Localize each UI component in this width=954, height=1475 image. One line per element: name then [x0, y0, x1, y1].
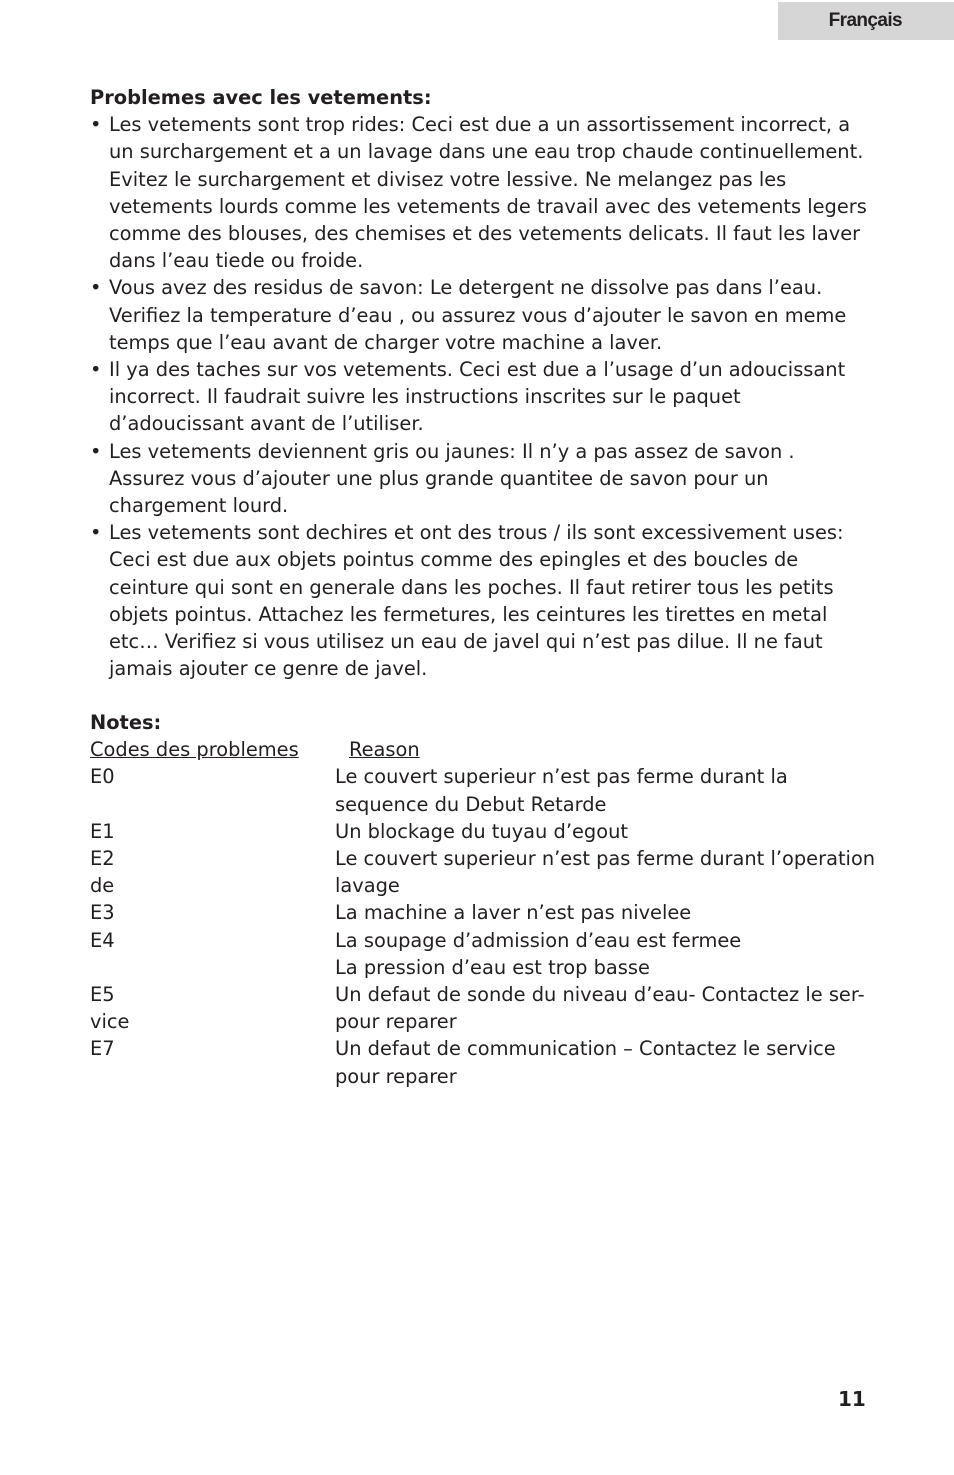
list-item: • Les vetements sont trop rides: Ceci est due a un assortissement incorrect, a un surchargement et a un lavage dans une eau trop chaude continuellement. Evitez le surchargement et divisez votre lessive. Ne melangez pas les vetements lourds comme les vetements de travail avec des vetements legers comme des blouses, des chemises et des vetements delicats. Il faut les laver dans l’eau tiede ou froide. — [90, 111, 870, 274]
table-row — [90, 981, 880, 1008]
error-reason: Le couvert superieur n’est pas ferme durant l’operation — [335, 847, 876, 870]
error-reason: pour reparer — [335, 1010, 457, 1034]
error-reason: Un defaut de sonde du niveau d’eau- Contactez le ser- — [335, 983, 865, 1007]
table-row — [90, 927, 880, 954]
list-item: • Les vetements sont dechires et ont des trous / ils sont excessivement uses: Ceci est due aux objets pointus comme des epingles et des boucles de ceinture qui sont en generale dans les poches. Il faut retirer tous les petits objets pointus. Attachez les fermetures, les ceintures les tirettes en metal etc… Verifiez si vous utilisez un eau de javel qui n’est pas dilue. Il ne faut jamais ajouter ce genre de javel. — [90, 519, 870, 682]
table-row — [90, 1035, 880, 1062]
table-row — [90, 763, 880, 790]
error-reason: La pression d’eau est trop basse — [335, 955, 650, 979]
table-row — [90, 1063, 880, 1090]
error-reason: sequence du Debut Retarde — [335, 792, 607, 816]
table-row — [90, 791, 880, 818]
error-code: vice — [90, 1010, 130, 1034]
code-column-header: Codes des problemes — [90, 738, 299, 762]
error-code: E5 — [90, 983, 115, 1007]
error-reason: Un defaut de communication – Contactez le service — [335, 1037, 836, 1061]
error-code — [90, 954, 335, 981]
table-row — [90, 872, 880, 899]
error-code: de — [90, 874, 115, 898]
notes-section — [90, 709, 880, 1090]
error-code: E4 — [90, 928, 115, 952]
clothing-problems-section — [90, 84, 870, 682]
problem-list — [90, 111, 870, 682]
error-code: E0 — [90, 765, 115, 789]
page-number: 11 — [838, 1387, 866, 1411]
error-code: E1 — [90, 819, 115, 843]
table-row — [90, 1008, 880, 1035]
table-row — [90, 899, 880, 926]
error-code — [90, 791, 335, 818]
section-title: Problemes avec les vetements: — [90, 86, 432, 109]
list-item: • Les vetements deviennent gris ou jaunes: Il n’y a pas assez de savon . Assurez vous d’ajouter une plus grande quantitee de savon pour un chargement lourd. — [90, 438, 870, 520]
codes-table-header — [90, 736, 880, 763]
error-code — [90, 1063, 335, 1090]
error-reason: Un blockage du tuyau d’egout — [335, 819, 628, 843]
list-item: • Vous avez des residus de savon: Le detergent ne dissolve pas dans l’eau. Verifiez la temperature d’eau , ou assurez vous d’ajouter le savon en meme temps que l’eau avant de charger votre machine a laver. — [90, 274, 870, 356]
error-code: E7 — [90, 1037, 115, 1061]
notes-title: Notes: — [90, 711, 162, 734]
error-reason: La soupage d’admission d’eau est fermee — [335, 928, 742, 952]
error-code: E2 — [90, 847, 115, 870]
error-reason: Le couvert superieur n’est pas ferme durant la — [335, 765, 788, 789]
language-tab: Français — [778, 2, 954, 40]
reason-column-header: Reason — [349, 738, 420, 762]
table-row — [90, 845, 880, 872]
error-reason: lavage — [335, 874, 400, 898]
table-row — [90, 954, 880, 981]
error-reason: pour reparer — [335, 1064, 457, 1088]
table-row — [90, 818, 880, 845]
error-reason: La machine a laver n’est pas nivelee — [335, 901, 692, 925]
list-item: • Il ya des taches sur vos vetements. Ceci est due a l’usage d’un adoucissant incorrect. Il faudrait suivre les instructions inscrites sur le paquet d’adoucissant avant de l’utiliser. — [90, 356, 870, 438]
error-code: E3 — [90, 901, 115, 925]
